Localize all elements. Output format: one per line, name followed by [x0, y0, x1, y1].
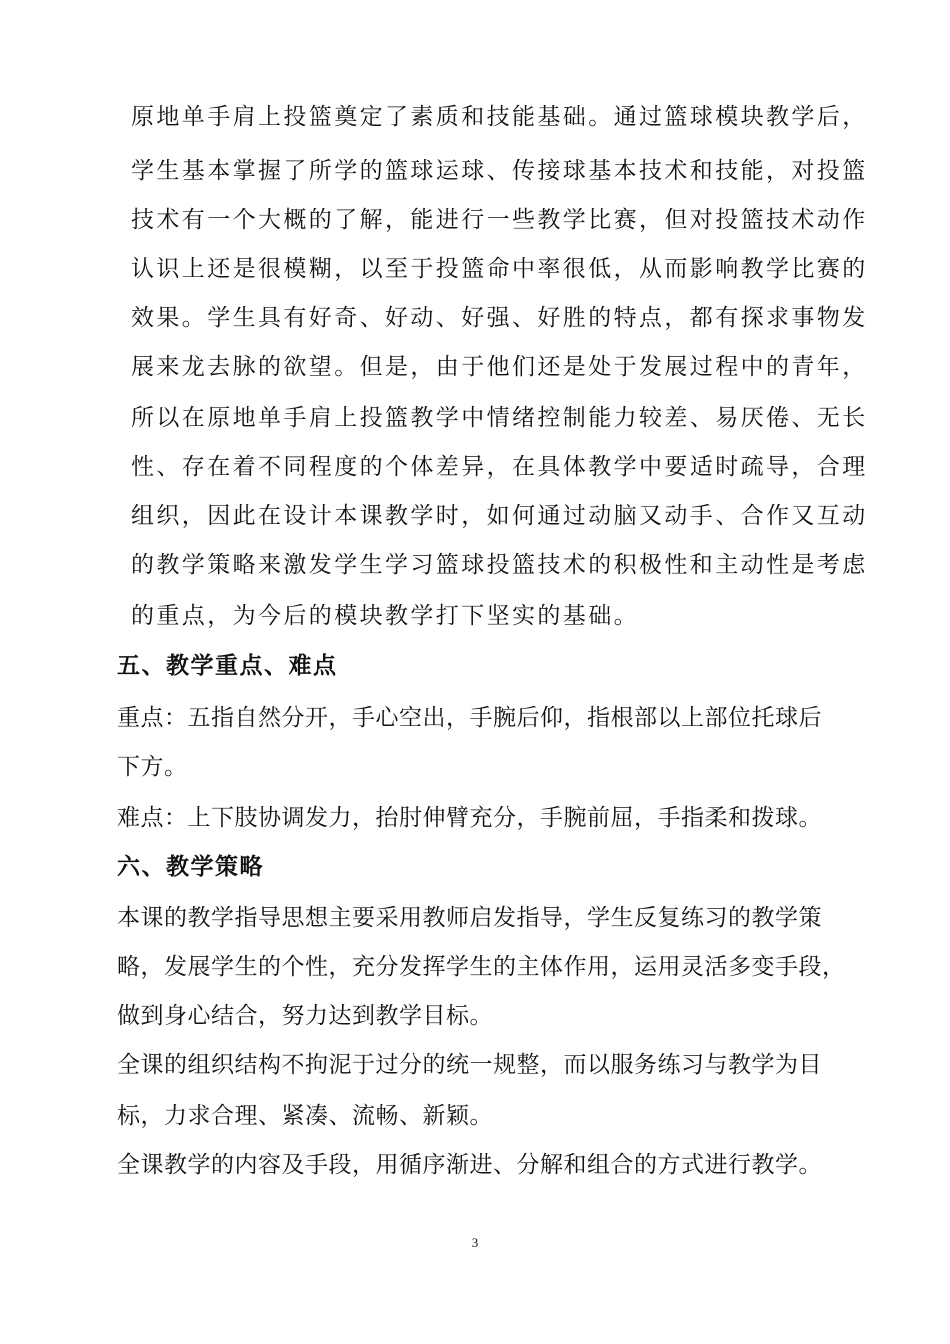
paragraph-line: 认识上还是很模糊，以至于投篮命中率很低，从而影响教学比赛的 [131, 256, 868, 282]
paragraph-line: 效果。学生具有好奇、好动、好强、好胜的特点，都有探求事物发 [131, 305, 868, 331]
paragraph-line: 本课的教学指导思想主要采用教师启发指导，学生反复练习的教学策 [117, 905, 822, 931]
section-heading: 五、教学重点、难点 [117, 653, 338, 679]
paragraph-line: 所以在原地单手肩上投篮教学中情绪控制能力较差、易厌倦、无长 [131, 405, 868, 431]
key-point-line: 下方。 [117, 754, 188, 780]
difficult-point-line: 难点：上下肢协调发力，抬肘伸臂充分，手腕前屈，手指柔和拨球。 [117, 805, 822, 831]
paragraph-line: 组织，因此在设计本课教学时，如何通过动脑又动手、合作又互动 [131, 503, 868, 529]
page-number: 3 [471, 1235, 479, 1250]
paragraph-line: 做到身心结合，努力达到教学目标。 [117, 1003, 493, 1029]
paragraph-line: 性、存在着不同程度的个体差异，在具体教学中要适时疏导，合理 [131, 454, 868, 480]
paragraph-line: 技术有一个大概的了解，能进行一些教学比赛，但对投篮技术动作 [131, 207, 868, 233]
paragraph-line: 标，力求合理、紧凑、流畅、新颖。 [117, 1103, 493, 1129]
paragraph-line: 学生基本掌握了所学的篮球运球、传接球基本技术和技能，对投篮 [131, 158, 868, 184]
paragraph-line: 的重点，为今后的模块教学打下坚实的基础。 [131, 603, 639, 629]
section-heading: 六、教学策略 [117, 854, 264, 880]
key-point-line: 重点：五指自然分开，手心空出，手腕后仰，指根部以上部位托球后 [117, 705, 822, 731]
paragraph-line: 的教学策略来激发学生学习篮球投篮技术的积极性和主动性是考虑 [131, 552, 868, 578]
paragraph-line: 全课教学的内容及手段，用循序渐进、分解和组合的方式进行教学。 [117, 1152, 822, 1178]
paragraph-line: 全课的组织结构不拘泥于过分的统一规整，而以服务练习与教学为目 [117, 1052, 822, 1078]
paragraph-line: 展来龙去脉的欲望。但是，由于他们还是处于发展过程中的青年， [131, 354, 868, 380]
paragraph-line: 略，发展学生的个性，充分发挥学生的主体作用，运用灵活多变手段， [117, 954, 846, 980]
paragraph-line: 原地单手肩上投篮奠定了素质和技能基础。通过篮球模块教学后， [131, 104, 868, 130]
